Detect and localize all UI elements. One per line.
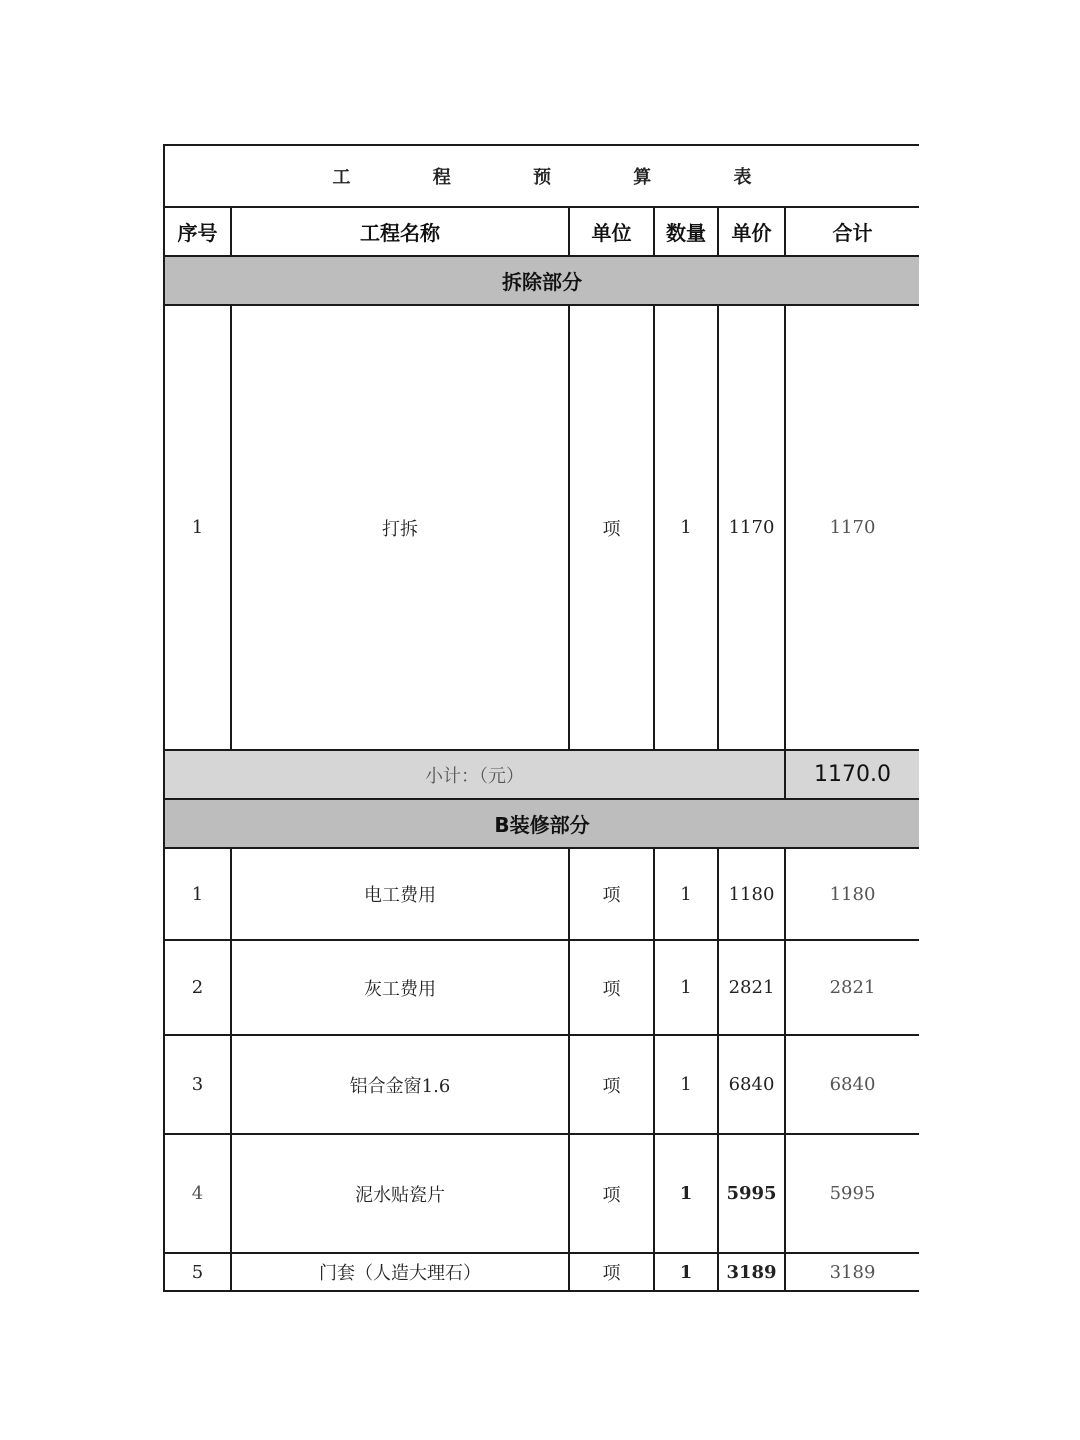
header-row (164, 207, 919, 256)
cell-total: 1180 (785, 848, 919, 940)
cell-index: 4 (164, 1134, 231, 1253)
cell-price: 2821 (718, 940, 785, 1035)
cell-total: 5995 (785, 1134, 919, 1253)
cell-unit: 项 (569, 848, 654, 940)
cell-qty: 1 (654, 305, 718, 750)
section-a-label: 拆除部分 (164, 256, 919, 305)
cell-name: 铝合金窗1.6 (231, 1035, 569, 1134)
cell-index: 1 (164, 305, 231, 750)
table-title: 工 程 预 算 表 (164, 145, 919, 207)
cell-index: 3 (164, 1035, 231, 1134)
cell-price: 3189 (718, 1253, 785, 1291)
header-total: 合计 (785, 207, 919, 256)
section-b-label: B装修部分 (164, 799, 919, 848)
cell-qty: 1 (654, 1035, 718, 1134)
header-price: 单价 (718, 207, 785, 256)
cell-qty: 1 (654, 940, 718, 1035)
title-row (164, 145, 919, 207)
cell-unit: 项 (569, 1134, 654, 1253)
table-row (164, 848, 919, 940)
cell-price: 1180 (718, 848, 785, 940)
cell-qty: 1 (654, 848, 718, 940)
subtotal-value: 1170.0 (785, 750, 919, 799)
table-row (164, 1035, 919, 1134)
cell-total: 1170 (785, 305, 919, 750)
cell-unit: 项 (569, 1253, 654, 1291)
table-row (164, 940, 919, 1035)
cell-price: 6840 (718, 1035, 785, 1134)
cell-qty: 1 (654, 1134, 718, 1253)
cell-index: 5 (164, 1253, 231, 1291)
header-index: 序号 (164, 207, 231, 256)
section-a-subtotal-row (164, 750, 919, 799)
cell-total: 6840 (785, 1035, 919, 1134)
cell-name: 灰工费用 (231, 940, 569, 1035)
header-qty: 数量 (654, 207, 718, 256)
cell-unit: 项 (569, 1035, 654, 1134)
cell-qty: 1 (654, 1253, 718, 1291)
cell-index: 2 (164, 940, 231, 1035)
cell-name: 打拆 (231, 305, 569, 750)
subtotal-label: 小计：（元） (164, 750, 785, 799)
cell-price: 5995 (718, 1134, 785, 1253)
cell-total: 3189 (785, 1253, 919, 1291)
cell-name: 电工费用 (231, 848, 569, 940)
header-name: 工程名称 (231, 207, 569, 256)
section-a-header (164, 256, 919, 305)
cell-unit: 项 (569, 940, 654, 1035)
budget-table (163, 144, 919, 1292)
cell-price: 1170 (718, 305, 785, 750)
cell-name: 泥水贴瓷片 (231, 1134, 569, 1253)
cell-unit: 项 (569, 305, 654, 750)
cell-index: 1 (164, 848, 231, 940)
table-row (164, 1134, 919, 1253)
cell-total: 2821 (785, 940, 919, 1035)
table-row (164, 305, 919, 750)
section-b-header (164, 799, 919, 848)
cell-name: 门套（人造大理石） (231, 1253, 569, 1291)
header-unit: 单位 (569, 207, 654, 256)
table-row (164, 1253, 919, 1291)
